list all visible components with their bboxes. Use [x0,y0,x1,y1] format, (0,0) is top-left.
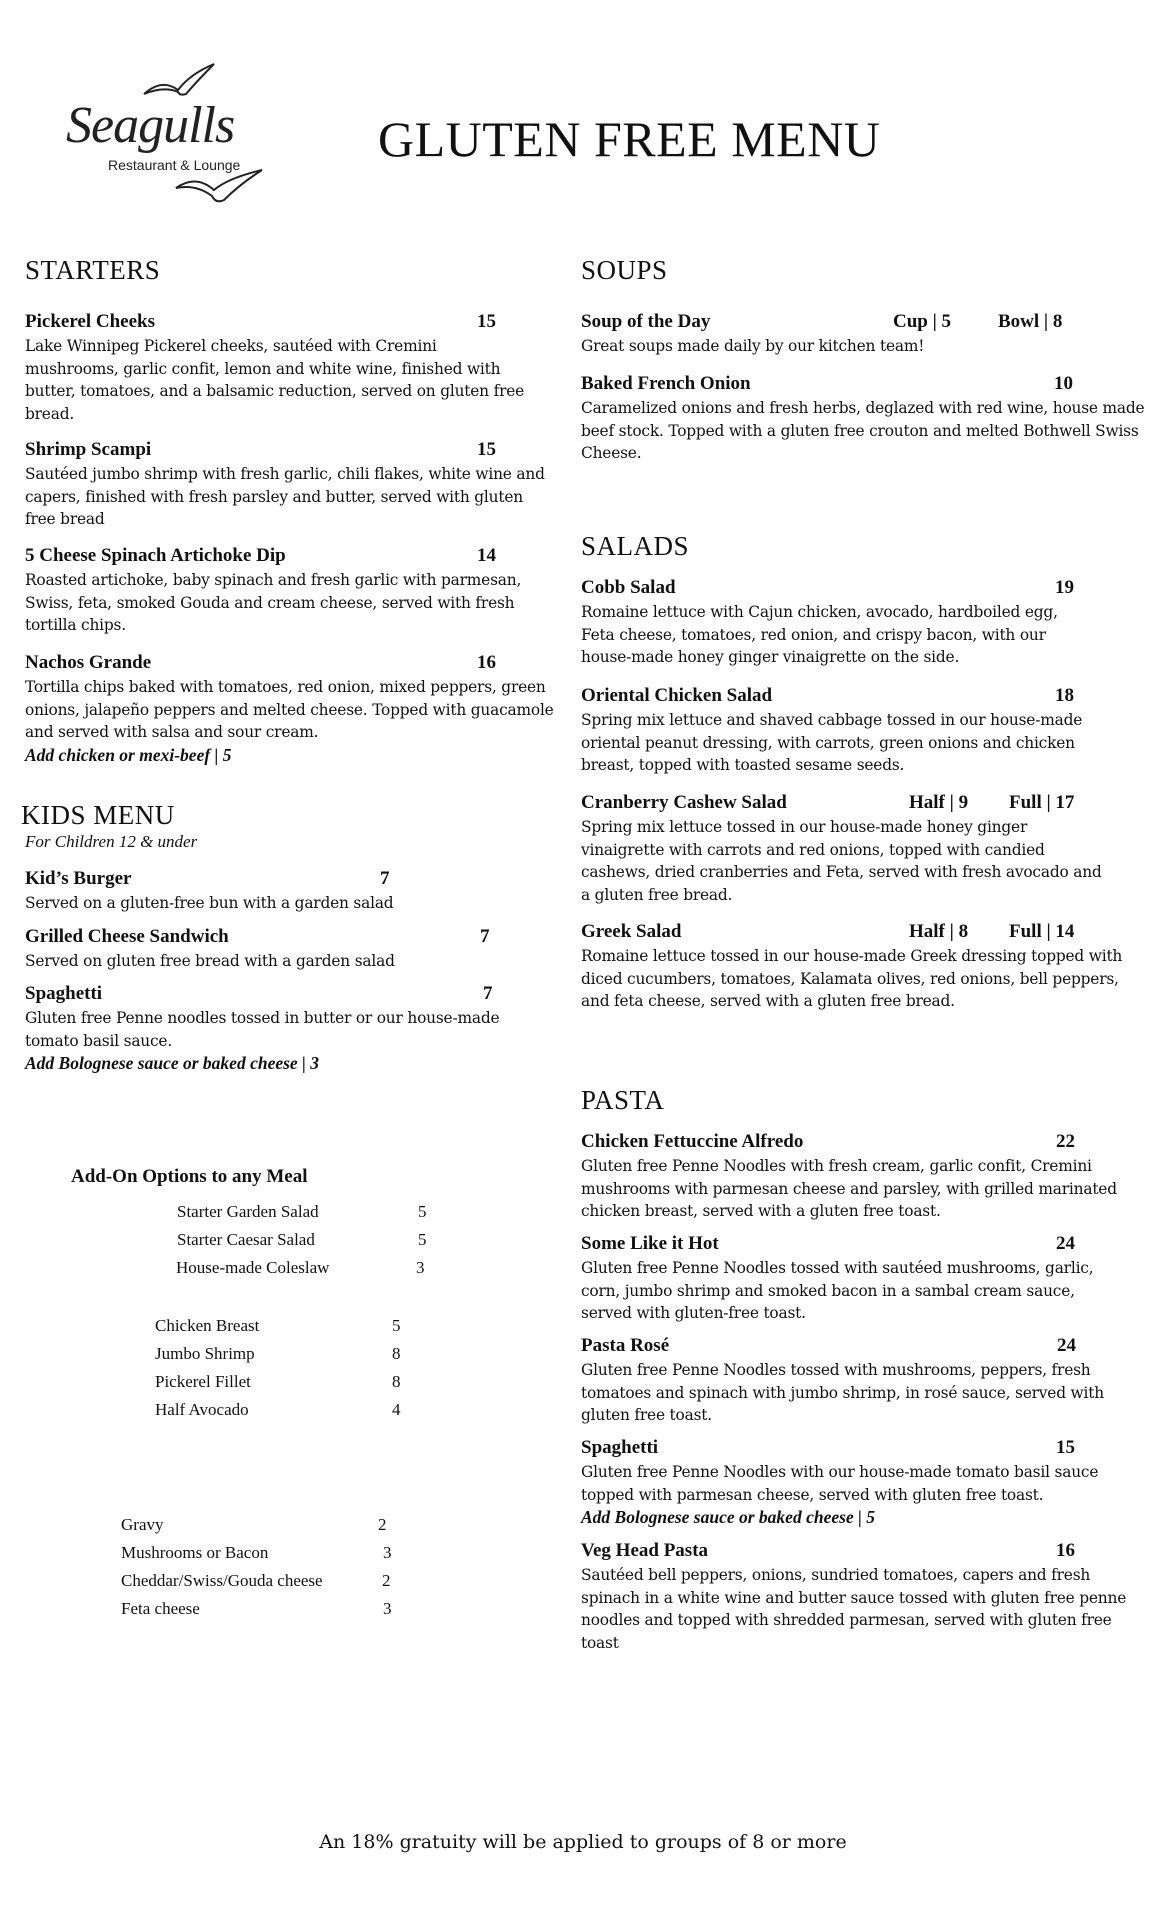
seagull-icon [170,168,270,210]
addon-name: Starter Garden Salad [177,1202,319,1221]
page-title: GLUTEN FREE MENU [378,111,881,167]
item-description: Romaine lettuce tossed in our house-made Greek dressing topped with diced cucumbers, tomatoes, Kalamata olives, red onions, bell peppers, and feta cheese, served with a gluten free bread. [581,947,1123,1010]
menu-item [581,1437,1141,1528]
item-name: Veg Head Pasta [581,1540,709,1561]
item-name: Spaghetti [25,983,103,1004]
addon-name: House-made Coleslaw [176,1258,330,1277]
menu-item [25,868,585,915]
item-description: Gluten free Penne Noodles tossed with mushrooms, peppers, fresh tomatoes and spinach with jumbo shrimp, in rosé sauce, served with gluten free toast. [581,1361,1104,1424]
item-price: 15 [477,311,496,332]
item-description: Gluten free Penne Noodles with our house-made tomato basil sauce topped with parmesan cheese, served with gluten free toast. [581,1463,1099,1504]
item-description: Lake Winnipeg Pickerel cheeks, sautéed with Cremini mushrooms, garlic confit, lemon and white wine, finished with butter, tomatoes, and a balsamic reduction, served on gluten free bread. [25,337,525,423]
addon-row [155,1344,401,1364]
addon-name: Chicken Breast [155,1316,260,1335]
addon-row [176,1258,425,1278]
item-name: Greek Salad [581,921,682,942]
item-name: Shrimp Scampi [25,439,152,460]
item-price: 10 [1054,373,1073,394]
item-description: Sautéed bell peppers, onions, sundried tomatoes, capers and fresh spinach in a white wine and butter sauce tossed with gluten free penne noodles and topped with shredded parmesan, served with gluten free toast [581,1566,1127,1652]
menu-item [581,685,1141,777]
item-name: Oriental Chicken Salad [581,685,773,706]
gratuity-notice: An 18% gratuity will be applied to groups of 8 or more [319,1831,847,1853]
addon-price: 8 [392,1344,401,1363]
item-name: Baked French Onion [581,373,751,394]
item-description: Spring mix lettuce and shaved cabbage tossed in our house-made oriental peanut dressing, with carrots, green onions and chicken breast, topped with toasted sesame seeds. [581,711,1083,774]
item-price: 14 [477,545,496,566]
addon-name: Cheddar/Swiss/Gouda cheese [121,1571,323,1590]
item-name: Some Like it Hot [581,1233,719,1254]
menu-item [25,652,585,766]
item-description: Roasted artichoke, baby spinach and fresh garlic with parmesan, Swiss, feta, smoked Gouda and cream cheese, served with fresh tortilla chips. [25,571,522,634]
addon-row [121,1571,391,1591]
item-description: Spring mix lettuce tossed in our house-made honey ginger vinaigrette with carrots and red onions, topped with candied cashews, dried cranberries and Feta, served with fresh avocado and a gluten free bread. [581,818,1102,904]
addon-price: 4 [392,1400,401,1419]
menu-item [581,1540,1141,1654]
kids-menu-heading: KIDS MENU [21,800,175,830]
pasta-heading: PASTA [581,1085,665,1115]
kids-menu-subheading: For Children 12 & under [25,832,198,851]
item-description: Sautéed jumbo shrimp with fresh garlic, chili flakes, white wine and capers, finished with fresh parsley and butter, served with gluten free bread [25,465,545,528]
addon-name: Starter Caesar Salad [177,1230,315,1249]
item-price: 22 [1056,1131,1075,1152]
item-price-full: Full | 14 [1009,921,1075,942]
item-description: Caramelized onions and fresh herbs, deglazed with red wine, house made beef stock. Topped with a gluten free crouton and melted Bothwell Swiss Cheese. [581,399,1145,462]
item-name: Pickerel Cheeks [25,311,155,332]
item-addon-note: Add Bolognese sauce or baked cheese | 5 [581,1507,876,1527]
addon-price: 3 [383,1599,392,1618]
item-name: Chicken Fettuccine Alfredo [581,1131,804,1152]
addon-price: 8 [392,1372,401,1391]
addon-price: 3 [383,1543,392,1562]
addons-heading: Add-On Options to any Meal [71,1166,308,1187]
addon-price: 3 [416,1258,425,1277]
addon-row [177,1230,427,1250]
addon-row [155,1316,401,1336]
addon-price: 2 [378,1515,387,1534]
item-price: 24 [1057,1335,1076,1356]
item-price: 15 [1056,1437,1075,1458]
menu-item [581,1233,1141,1325]
menu-item [581,1131,1141,1223]
menu-item [581,311,1141,358]
item-price-half: Half | 9 [909,792,969,813]
item-name: Nachos Grande [25,652,152,673]
item-price: 18 [1055,685,1074,706]
addon-row [121,1543,392,1563]
addon-name: Half Avocado [155,1400,249,1419]
item-description: Gluten free Penne Noodles with fresh cream, garlic confit, Cremini mushrooms with parmesan cheese and parsley, with grilled marinated chicken breast, served with a gluten free toast. [581,1157,1117,1220]
item-description: Gluten free Penne noodles tossed in butter or our house-made tomato basil sauce. [25,1009,500,1050]
addon-name: Feta cheese [121,1599,200,1618]
logo-subtitle: Restaurant & Lounge [108,157,241,173]
item-price-bowl: Bowl | 8 [998,311,1063,332]
menu-item [25,926,585,973]
menu-item [581,373,1145,465]
item-name: Soup of the Day [581,311,711,332]
addon-name: Mushrooms or Bacon [121,1543,269,1562]
addon-name: Jumbo Shrimp [155,1344,255,1363]
item-price: 7 [380,868,390,889]
item-name: Cranberry Cashew Salad [581,792,787,813]
menu-item [25,983,585,1074]
item-name: 5 Cheese Spinach Artichoke Dip [25,545,286,566]
item-price-half: Half | 8 [909,921,969,942]
addon-price: 5 [418,1202,427,1221]
restaurant-logo [60,60,280,210]
item-price: 7 [483,983,493,1004]
item-description: Gluten free Penne Noodles tossed with sautéed mushrooms, garlic, corn, jumbo shrimp and smoked bacon in a sambal cream sauce, served with gluten-free toast. [581,1259,1094,1322]
item-price: 16 [1056,1540,1075,1561]
addon-name: Gravy [121,1515,164,1534]
soups-heading: SOUPS [581,255,668,285]
item-price: 24 [1056,1233,1075,1254]
item-description: Romaine lettuce with Cajun chicken, avocado, hardboiled egg, Feta cheese, tomatoes, red onion, and crispy bacon, with our house-made honey ginger vinaigrette on the side. [581,603,1058,666]
item-description: Served on a gluten-free bun with a garden salad [25,894,394,912]
starters-heading: STARTERS [25,255,161,285]
menu-item [25,439,585,531]
item-name: Kid’s Burger [25,868,132,889]
item-price: 19 [1055,577,1074,598]
item-price: 7 [480,926,490,947]
menu-item [25,545,585,637]
item-description: Tortilla chips baked with tomatoes, red onion, mixed peppers, green onions, jalapeño peppers and melted cheese. Topped with guacamole and served with salsa and sour cream. [25,678,554,741]
item-price: 16 [477,652,496,673]
item-name: Cobb Salad [581,577,676,598]
menu-item [581,577,1141,669]
menu-item [581,792,1141,906]
addon-price: 5 [418,1230,427,1249]
addon-price: 2 [382,1571,391,1590]
addon-name: Pickerel Fillet [155,1372,251,1391]
addon-row [155,1400,401,1420]
menu-item [581,921,1141,1013]
logo-wordmark: Seagulls [66,97,235,154]
salads-heading: SALADS [581,531,690,561]
addon-row [177,1202,427,1222]
item-name: Pasta Rosé [581,1335,670,1356]
item-price-cup: Cup | 5 [893,311,952,332]
addon-price: 5 [392,1316,401,1335]
menu-item [25,311,585,425]
addon-row [121,1599,392,1619]
addon-row [121,1515,387,1535]
menu-item [581,1335,1141,1427]
item-price-full: Full | 17 [1009,792,1075,813]
item-addon-note: Add Bolognese sauce or baked cheese | 3 [25,1053,320,1073]
item-name: Grilled Cheese Sandwich [25,926,229,947]
item-price: 15 [477,439,496,460]
item-description: Great soups made daily by our kitchen team! [581,337,925,355]
item-description: Served on gluten free bread with a garden salad [25,952,395,970]
addon-row [155,1372,401,1392]
item-addon-note: Add chicken or mexi-beef | 5 [25,744,232,765]
item-name: Spaghetti [581,1437,659,1458]
